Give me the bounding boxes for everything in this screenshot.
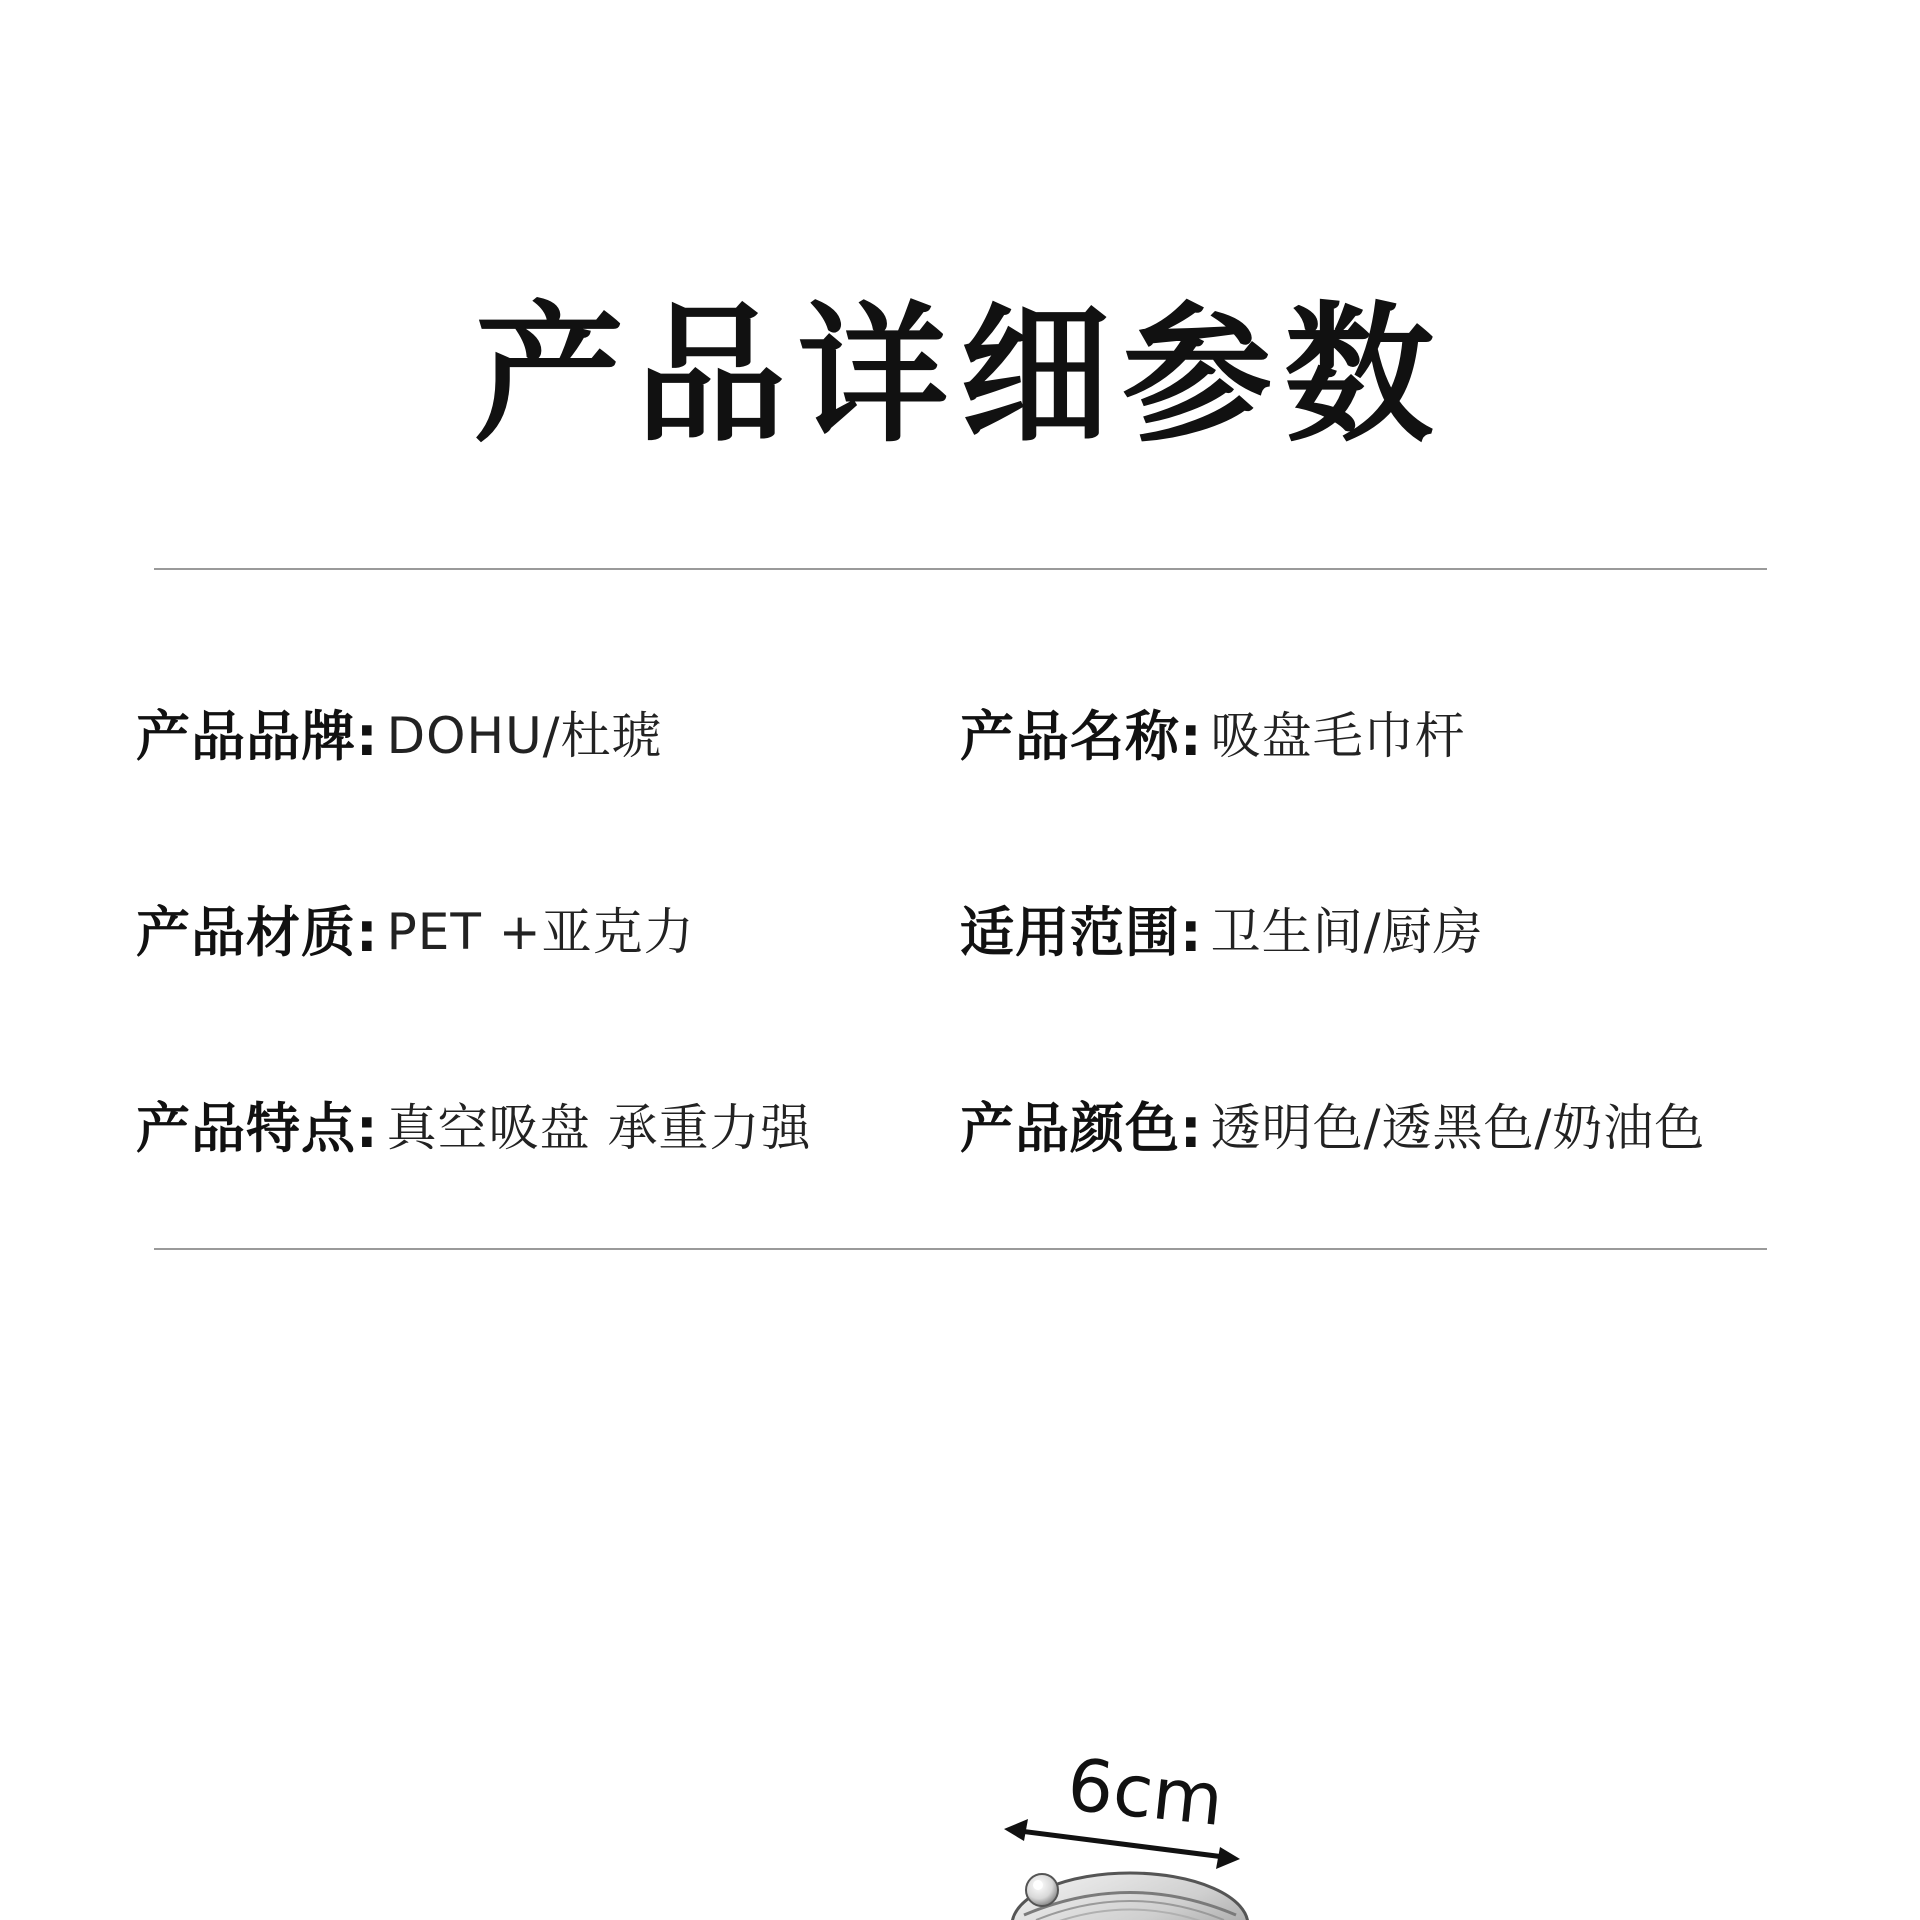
product-dimension-figure (990, 1720, 1270, 1920)
top-divider (154, 568, 1767, 570)
spec-feature-label: 产品特点: (136, 1096, 379, 1160)
spec-brand-value: DOHU/杜琥 (386, 707, 663, 765)
dimension-label: 6cm (1063, 1742, 1228, 1843)
spec-brand-label: 产品品牌: (136, 704, 379, 768)
spec-color-label: 产品颜色: (960, 1096, 1203, 1160)
spec-material (136, 888, 695, 968)
spec-brand (136, 692, 663, 772)
spec-name (960, 692, 1466, 772)
spec-scope (960, 888, 1483, 968)
spec-feature-value: 真空吸盘 承重力强 (386, 1099, 812, 1157)
bottom-divider (154, 1248, 1767, 1250)
spec-color-value: 透明色/透黑色/奶油色 (1210, 1099, 1706, 1157)
spec-color (960, 1084, 1705, 1164)
spec-feature (136, 1084, 812, 1164)
spec-material-label: 产品材质: (136, 900, 379, 964)
spec-scope-value: 卫生间/厨房 (1210, 903, 1484, 961)
page-title: 产品详细参数 (473, 288, 1446, 463)
suction-cup-icon (1012, 1873, 1248, 1920)
spec-scope-label: 适用范围: (960, 900, 1203, 964)
spec-name-label: 产品名称: (960, 704, 1203, 768)
spec-name-value: 吸盘毛巾杆 (1210, 707, 1466, 765)
spec-material-value: PET +亚克力 (386, 903, 695, 961)
